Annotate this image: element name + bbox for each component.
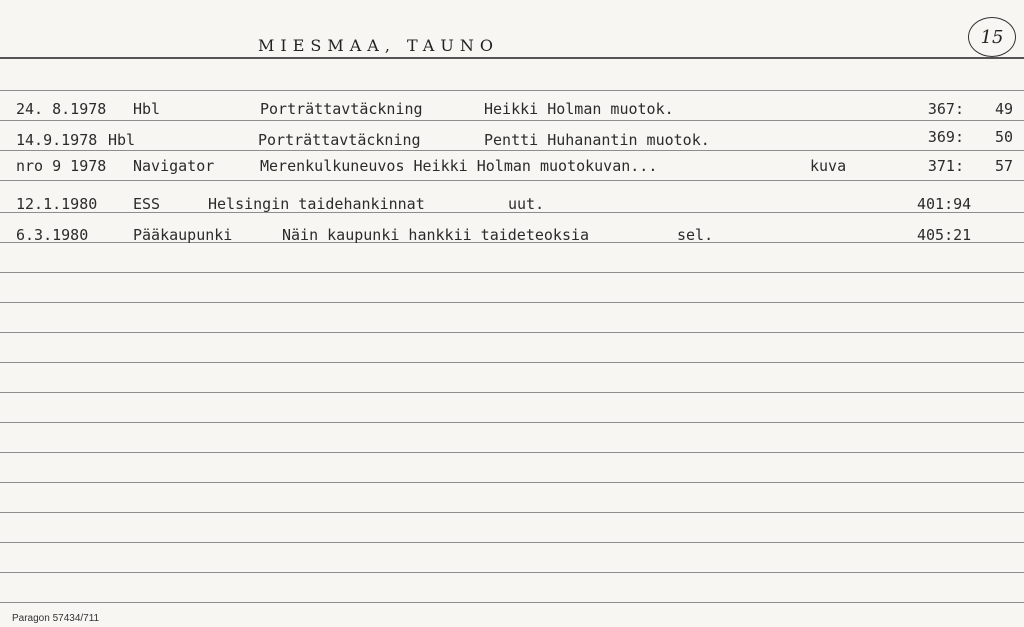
card-number-circle: [968, 17, 1016, 57]
entry-ref: 401:94: [917, 195, 972, 213]
ruled-line: [0, 512, 1024, 513]
ruled-line: [0, 272, 1024, 273]
ruled-line: [0, 482, 1024, 483]
ruled-line: [0, 120, 1024, 121]
entry-title: Helsingin taidehankinnat: [208, 195, 425, 213]
entry-ref: 369:: [927, 128, 964, 146]
entry-ref: 371:: [927, 157, 964, 175]
entry-description: Heikki Holman muotok.: [484, 100, 674, 118]
entry-source: Hbl: [133, 100, 161, 118]
entry-ref: 367:: [927, 100, 964, 118]
entry-description: uut.: [508, 195, 545, 213]
entry-date: 14.9.1978: [16, 131, 98, 149]
ruled-line: [0, 452, 1024, 453]
ruled-line: [0, 362, 1024, 363]
header-rule: [0, 57, 1024, 59]
ruled-line: [0, 180, 1024, 181]
entry-title: Porträttavtäckning: [258, 131, 421, 149]
entry-source: Pääkaupunki: [133, 226, 233, 244]
card-title: MIESMAA, TAUNO: [258, 36, 499, 55]
entry-page: 50: [994, 128, 1013, 146]
entry-page: 57: [994, 157, 1013, 175]
ruled-line: [0, 302, 1024, 303]
entry-extra: kuva: [810, 157, 847, 175]
entry-date: 12.1.1980: [16, 195, 98, 213]
entry-date: 24. 8.1978: [16, 100, 107, 118]
entry-source: Navigator: [133, 157, 215, 175]
ruled-line: [0, 150, 1024, 151]
entry-date: nro 9 1978: [16, 157, 107, 175]
entry-ref: 405:21: [917, 226, 972, 244]
ruled-line: [0, 542, 1024, 543]
card-print-mark: Paragon 57434/711: [12, 613, 100, 624]
entry-source: Hbl: [108, 131, 136, 149]
entry-description: sel.: [677, 226, 714, 244]
ruled-line: [0, 572, 1024, 573]
ruled-line: [0, 602, 1024, 603]
entry-description: Pentti Huhanantin muotok.: [484, 131, 710, 149]
card-number: 15: [980, 26, 1004, 48]
entry-date: 6.3.1980: [16, 226, 89, 244]
entry-source: ESS: [133, 195, 161, 213]
entry-title: Näin kaupunki hankkii taideteoksia: [282, 226, 590, 244]
ruled-line: [0, 90, 1024, 91]
entry-page: 49: [994, 100, 1013, 118]
entry-title: Merenkulkuneuvos Heikki Holman muotokuvan...: [260, 157, 658, 175]
ruled-line: [0, 392, 1024, 393]
entry-title: Porträttavtäckning: [260, 100, 423, 118]
ruled-line: [0, 332, 1024, 333]
ruled-line: [0, 422, 1024, 423]
